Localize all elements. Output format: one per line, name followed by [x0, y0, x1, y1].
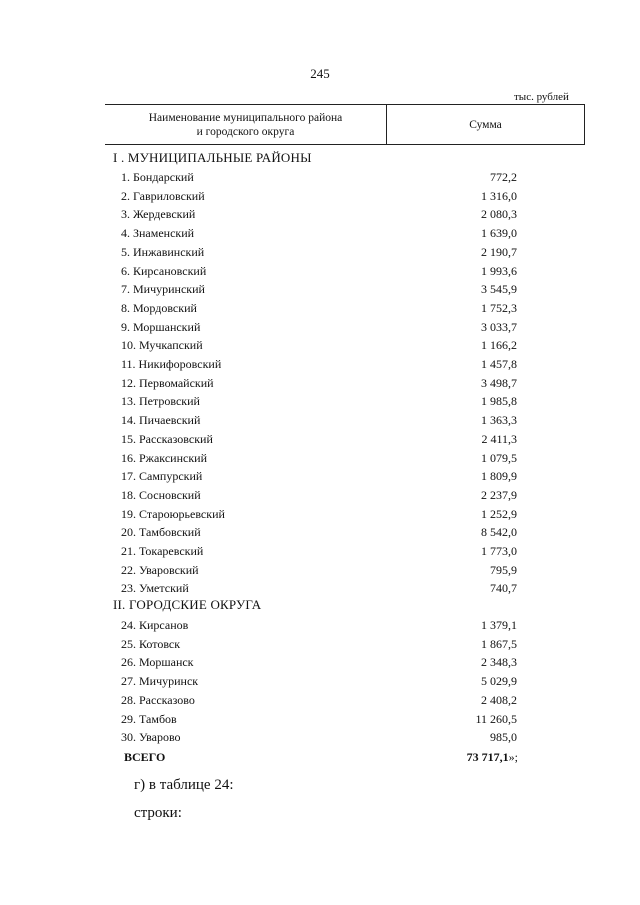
table-row: [0, 432, 640, 450]
total-label: ВСЕГО: [124, 750, 166, 764]
row-value: 2 411,3: [481, 431, 517, 446]
row-name: 12. Первомайский: [121, 375, 214, 390]
table-row: [0, 170, 640, 188]
page-number: 245: [310, 66, 330, 81]
row-name: 14. Пичаевский: [121, 413, 201, 428]
row-name: 9. Моршанский: [121, 319, 201, 334]
table-row: [0, 264, 640, 282]
table-row: [0, 544, 640, 562]
row-value: 1 639,0: [481, 226, 517, 241]
row-value: 1 363,3: [481, 413, 517, 428]
row-value: 985,0: [490, 730, 517, 745]
row-name: 20. Тамбовский: [121, 525, 201, 540]
row-value: 1 379,1: [481, 618, 517, 632]
row-name: 25. Котовск: [121, 636, 181, 651]
row-name: 30. Уварово: [121, 730, 181, 745]
row-value: 2 408,2: [481, 692, 517, 707]
units-label: тыс. рублей: [514, 91, 569, 103]
table-header: [105, 104, 585, 145]
row-name: 22. Уваровский: [121, 562, 199, 577]
section-city-districts: II. ГОРОДСКИЕ ОКРУГА: [113, 597, 262, 612]
table-row: [0, 674, 640, 692]
row-value: 1 867,5: [481, 636, 517, 651]
row-value: 1 166,2: [481, 338, 517, 353]
row-name: 27. Мичуринск: [121, 674, 199, 689]
table-row: [0, 507, 640, 525]
row-name: 10. Мучкапский: [121, 338, 203, 353]
row-value: 1 079,5: [481, 450, 517, 465]
table-row: [0, 581, 640, 599]
row-name: 13. Петровский: [121, 394, 200, 409]
row-value: 3 545,9: [481, 282, 517, 297]
section-municipal-districts: I . МУНИЦИПАЛЬНЫЕ РАЙОНЫ: [113, 150, 312, 165]
row-name: 2. Гавриловский: [121, 188, 205, 203]
total-suffix: »;: [508, 750, 518, 764]
row-value: 795,9: [490, 562, 517, 577]
table-row: [0, 655, 640, 673]
table-row: [0, 730, 640, 748]
table-row: [0, 525, 640, 543]
table-row: [0, 413, 640, 431]
row-value: 8 542,0: [481, 525, 517, 540]
row-name: 24. Кирсанов: [121, 618, 189, 632]
table-row: [0, 320, 640, 338]
row-name: 15. Рассказовский: [121, 431, 213, 446]
table-row: [0, 189, 640, 207]
row-name: 28. Рассказово: [121, 692, 195, 707]
row-value: 772,2: [490, 170, 517, 184]
table-row: [0, 226, 640, 244]
row-name: 18. Сосновский: [121, 487, 201, 502]
row-name: 21. Токаревский: [121, 544, 204, 558]
table-row: [0, 693, 640, 711]
row-name: 11. Никифоровский: [121, 357, 222, 371]
row-name: 26. Моршанск: [121, 655, 194, 670]
table-row: [0, 469, 640, 487]
row-value: 1 252,9: [481, 506, 517, 521]
table-row: [0, 451, 640, 469]
row-value: 5 029,9: [481, 674, 517, 689]
row-value: 2 190,7: [481, 244, 517, 259]
row-value: 1 773,0: [481, 544, 517, 558]
row-value: 2 080,3: [481, 207, 517, 222]
row-name: 7. Мичуринский: [121, 282, 205, 297]
table-row: [0, 245, 640, 263]
table-row: [0, 563, 640, 581]
header-name-line1: Наименование муниципального района: [148, 111, 343, 124]
total-amount: 73 717,1: [466, 750, 509, 764]
row-name: 17. Сампурский: [121, 469, 203, 484]
table-row: [0, 637, 640, 655]
row-value: 2 237,9: [481, 487, 517, 502]
row-value: 11 260,5: [475, 711, 517, 726]
paragraph-rows: строки:: [134, 805, 182, 821]
row-value: 740,7: [490, 581, 517, 596]
row-name: 8. Мордовский: [121, 300, 197, 315]
table-row: [0, 618, 640, 636]
row-value: 1 457,8: [481, 357, 517, 371]
header-name-cell: [105, 105, 387, 144]
row-value: 1 752,3: [481, 300, 517, 315]
table-row: [0, 394, 640, 412]
header-name-line2: и городского округа: [196, 125, 295, 138]
row-value: 1 985,8: [481, 394, 517, 409]
row-name: 1. Бондарский: [121, 170, 194, 184]
row-name: 19. Староюрьевский: [121, 506, 225, 521]
row-value: 3 498,7: [481, 375, 517, 390]
row-name: 5. Инжавинский: [121, 244, 205, 259]
paragraph-table24: г) в таблице 24:: [134, 777, 234, 793]
table-row: [0, 357, 640, 375]
row-name: 6. Кирсановский: [121, 263, 207, 278]
row-value: 1 316,0: [481, 188, 517, 203]
table-row: [0, 488, 640, 506]
table-row: [0, 207, 640, 225]
row-name: 29. Тамбов: [121, 711, 177, 726]
row-value: 3 033,7: [481, 319, 517, 334]
row-value: 2 348,3: [481, 655, 517, 670]
total-value: [467, 750, 518, 765]
row-value: 1 993,6: [481, 263, 517, 278]
header-sum-cell: Сумма: [469, 118, 502, 131]
row-name: 3. Жердевский: [121, 207, 196, 222]
table-row: [0, 301, 640, 319]
table-row: [0, 376, 640, 394]
table-row: [0, 712, 640, 730]
row-name: 4. Знаменский: [121, 226, 195, 241]
row-name: 16. Ржаксинский: [121, 450, 207, 465]
table-row: [0, 282, 640, 300]
table-row: [0, 338, 640, 356]
row-value: 1 809,9: [481, 469, 517, 484]
row-name: 23. Уметский: [121, 581, 189, 596]
